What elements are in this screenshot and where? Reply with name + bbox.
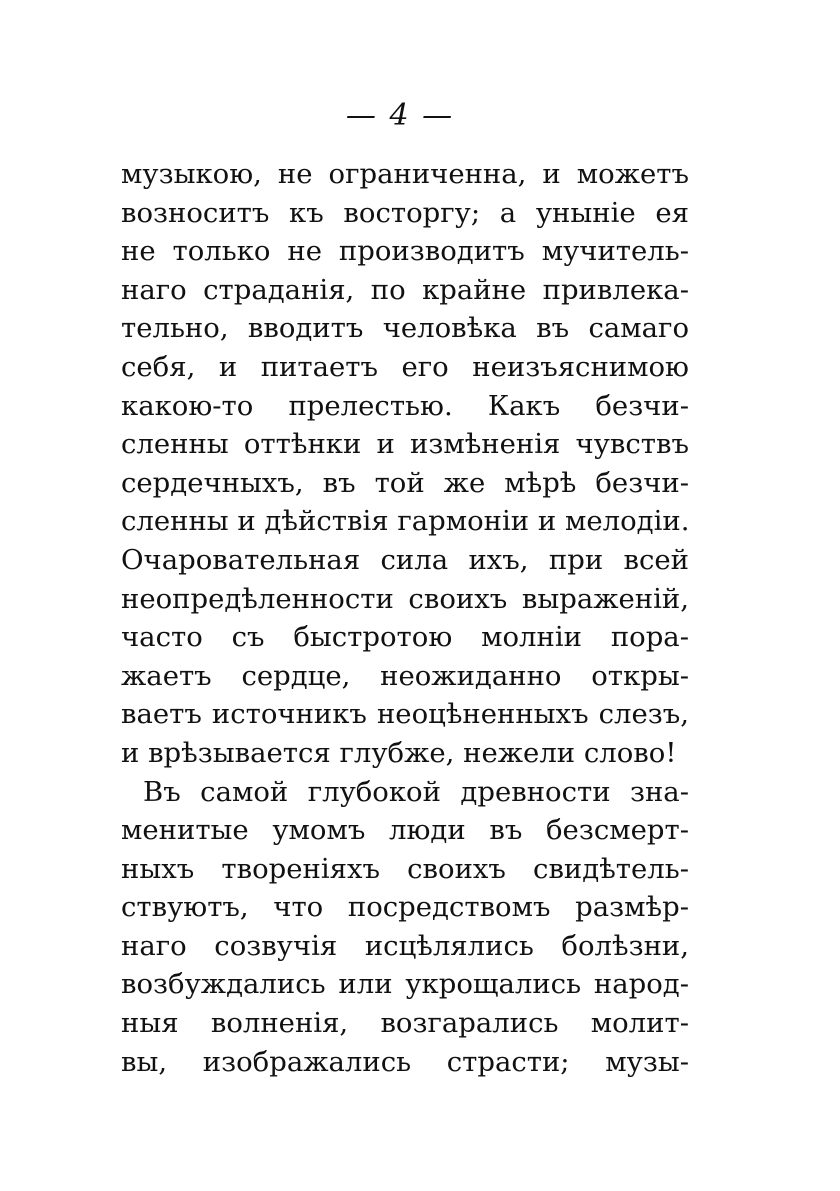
- text-line: и врѣзывается глубже, нежели слово!: [121, 736, 677, 769]
- text-line: тельно, вводитъ человѣка въ самаго: [121, 312, 689, 345]
- text-line: вы, изображались страсти; музы-: [121, 1045, 689, 1078]
- text-line: не только не производитъ мучитель-: [121, 235, 689, 268]
- text-line: возбуждались или укрощались народ-: [121, 968, 689, 1001]
- text-line: ныя волненія, возгарались молит-: [121, 1007, 689, 1040]
- text-line: ствуютъ, что посредствомъ размѣр-: [121, 891, 689, 924]
- paragraph-first-line: Въ самой глубокой древности зна-: [143, 775, 689, 808]
- text-line: жаетъ сердце, неожиданно откры-: [121, 659, 689, 692]
- text-line: сленны оттѣнки и измѣненія чувствъ: [121, 428, 689, 461]
- body-text: [121, 155, 689, 1081]
- text-line: наго созвучія исцѣлялись болѣзни,: [121, 929, 689, 962]
- text-line: какою-то прелестью. Какъ безчи-: [121, 389, 689, 422]
- text-line: часто съ быстротою молніи пора-: [121, 621, 689, 654]
- text-line: сленны и дѣйствія гармоніи и мелодіи.: [121, 505, 690, 538]
- text-line: сердечныхъ, въ той же мѣрѣ безчи-: [121, 466, 689, 499]
- page-number: — 4 —: [345, 98, 455, 133]
- text-line: Очаровательная сила ихъ, при всей: [121, 543, 689, 576]
- text-line: менитые умомъ люди въ безсмерт-: [121, 814, 689, 847]
- text-line: музыкою, не ограниченна, и можетъ: [121, 158, 689, 190]
- text-line: наго страданія, по крайне привлека-: [121, 273, 689, 306]
- text-line: ваетъ источникъ неоцѣненныхъ слезъ,: [121, 698, 689, 731]
- text-line: ныхъ твореніяхъ своихъ свидѣтель-: [121, 852, 689, 885]
- text-line: возноситъ къ восторгу; а уныніе ея: [121, 196, 689, 229]
- text-line: себя, и питаетъ его неизъяснимою: [121, 350, 689, 383]
- text-line: неопредѣленности своихъ выраженій,: [121, 582, 689, 615]
